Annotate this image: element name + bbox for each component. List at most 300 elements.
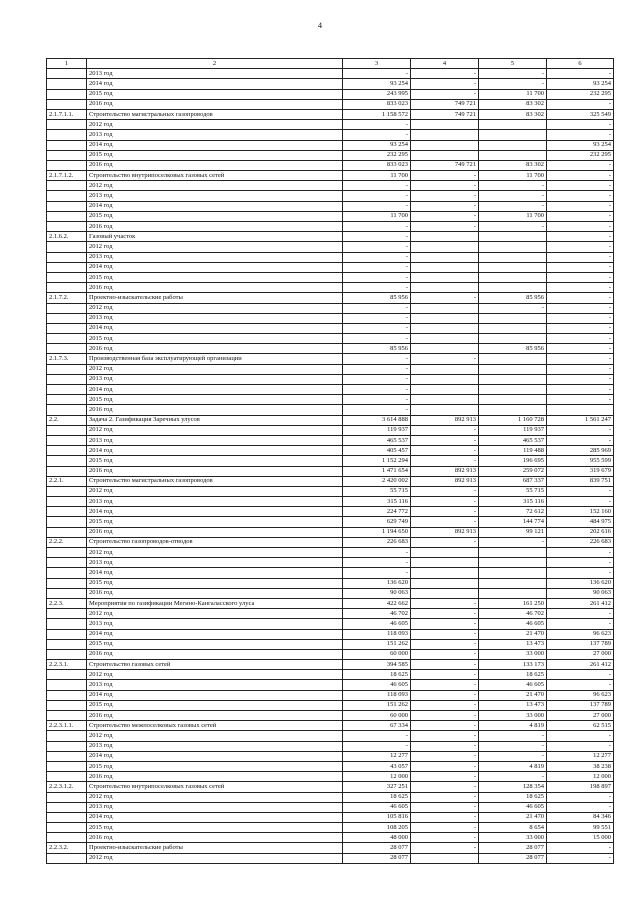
value-col5: 11 700 (479, 171, 547, 181)
row-label: 2014 год (87, 79, 343, 89)
row-number (47, 181, 87, 191)
row-number (47, 833, 87, 843)
row-label: 2016 год (87, 649, 343, 659)
value-col6: 136 620 (547, 578, 614, 588)
value-col3: 105 816 (343, 812, 411, 822)
value-col5: 83 302 (479, 109, 547, 119)
value-col5: 46 605 (479, 802, 547, 812)
value-col5: 128 354 (479, 782, 547, 792)
value-col4 (411, 120, 479, 130)
value-col3: - (343, 283, 411, 293)
value-col3: 119 937 (343, 425, 411, 435)
table-row (47, 344, 614, 354)
header-cell: 1 (47, 59, 87, 69)
value-col6: 232 295 (547, 150, 614, 160)
value-col3: 226 683 (343, 537, 411, 547)
value-col4: 749 721 (411, 99, 479, 109)
value-col3: - (343, 334, 411, 344)
value-col6: 839 751 (547, 476, 614, 486)
value-col6: 27 000 (547, 649, 614, 659)
value-col4: - (411, 761, 479, 771)
value-col4: - (411, 802, 479, 812)
row-number (47, 69, 87, 79)
row-number (47, 792, 87, 802)
value-col5 (479, 313, 547, 323)
value-col4 (411, 323, 479, 333)
value-col4: - (411, 222, 479, 232)
table-row (47, 242, 614, 252)
row-number (47, 89, 87, 99)
row-label: 2012 год (87, 486, 343, 496)
row-label: 2013 год (87, 252, 343, 262)
value-col6: 484 975 (547, 517, 614, 527)
value-col6: 84 346 (547, 812, 614, 822)
value-col3: - (343, 181, 411, 191)
value-col3: - (343, 303, 411, 313)
row-label: 2015 год (87, 578, 343, 588)
value-col5: - (479, 537, 547, 547)
value-col4: - (411, 823, 479, 833)
value-col6: - (547, 497, 614, 507)
row-label: 2013 год (87, 313, 343, 323)
row-label: 2016 год (87, 160, 343, 170)
table-row (47, 609, 614, 619)
value-col6: 319 679 (547, 466, 614, 476)
table-row (47, 171, 614, 181)
table-row (47, 385, 614, 395)
value-col3: 1 152 294 (343, 456, 411, 466)
value-col6: - (547, 548, 614, 558)
value-col5 (479, 588, 547, 598)
value-col5 (479, 334, 547, 344)
table-row (47, 853, 614, 863)
value-col3: 833 023 (343, 99, 411, 109)
value-col4: - (411, 670, 479, 680)
row-label: Строительство внутрипоселковых газовых сетей (87, 171, 343, 181)
value-col4: 749 721 (411, 109, 479, 119)
row-label: Задача 2. Газификация Заречных улусов (87, 415, 343, 425)
table-row (47, 670, 614, 680)
value-col3: 629 749 (343, 517, 411, 527)
value-col4: - (411, 79, 479, 89)
table-row (47, 303, 614, 313)
value-col5: 13 473 (479, 639, 547, 649)
row-number (47, 812, 87, 822)
table-row (47, 598, 614, 608)
row-label: 2014 год (87, 140, 343, 150)
value-col3: - (343, 69, 411, 79)
table-row (47, 120, 614, 130)
value-col4 (411, 262, 479, 272)
value-col6: - (547, 741, 614, 751)
value-col3: 136 620 (343, 578, 411, 588)
value-col6: - (547, 792, 614, 802)
value-col3: - (343, 558, 411, 568)
value-col4: - (411, 843, 479, 853)
value-col4: - (411, 425, 479, 435)
header-cell: 4 (411, 59, 479, 69)
value-col4 (411, 232, 479, 242)
row-label: 2015 год (87, 700, 343, 710)
value-col6: 93 254 (547, 140, 614, 150)
row-number (47, 272, 87, 282)
row-number: 2.1.7.3. (47, 354, 87, 364)
value-col6: - (547, 568, 614, 578)
value-col6: - (547, 283, 614, 293)
value-col6: - (547, 435, 614, 445)
value-col6: - (547, 323, 614, 333)
value-col5: 83 302 (479, 160, 547, 170)
value-col3: - (343, 262, 411, 272)
table-row (47, 293, 614, 303)
value-col6: - (547, 222, 614, 232)
value-col3: 1 194 650 (343, 527, 411, 537)
value-col3: 327 251 (343, 782, 411, 792)
value-col3: 232 295 (343, 150, 411, 160)
value-col4: 892 913 (411, 415, 479, 425)
value-col6: 232 295 (547, 89, 614, 99)
value-col6: - (547, 395, 614, 405)
table-row (47, 690, 614, 700)
table-row (47, 497, 614, 507)
table-row (47, 150, 614, 160)
value-col4 (411, 313, 479, 323)
value-col4: - (411, 191, 479, 201)
value-col5: 21 470 (479, 812, 547, 822)
value-col3: 90 063 (343, 588, 411, 598)
value-col5: - (479, 772, 547, 782)
table-row (47, 446, 614, 456)
row-number (47, 802, 87, 812)
value-col4: - (411, 660, 479, 670)
value-col4: - (411, 680, 479, 690)
table-row (47, 283, 614, 293)
table-row (47, 374, 614, 384)
value-col3: 3 614 888 (343, 415, 411, 425)
row-label: 2012 год (87, 425, 343, 435)
row-number: 2.2.3.2. (47, 843, 87, 853)
header-cell: 3 (343, 59, 411, 69)
value-col4: - (411, 833, 479, 843)
row-label: 2015 год (87, 639, 343, 649)
value-col3: 151 262 (343, 639, 411, 649)
table-row (47, 435, 614, 445)
value-col4 (411, 558, 479, 568)
table-row (47, 456, 614, 466)
value-col6: - (547, 802, 614, 812)
row-number (47, 649, 87, 659)
value-col4 (411, 588, 479, 598)
row-number (47, 385, 87, 395)
page-number: 4 (318, 21, 322, 30)
table-row (47, 354, 614, 364)
row-label: 2016 год (87, 99, 343, 109)
row-number (47, 262, 87, 272)
value-col6: - (547, 160, 614, 170)
value-col4 (411, 334, 479, 344)
row-number (47, 140, 87, 150)
value-col3: - (343, 374, 411, 384)
value-col3: 93 254 (343, 140, 411, 150)
table-row (47, 823, 614, 833)
table-row (47, 79, 614, 89)
row-label: 2014 год (87, 568, 343, 578)
value-col5 (479, 568, 547, 578)
table-row (47, 721, 614, 731)
row-label: 2013 год (87, 558, 343, 568)
table-row (47, 548, 614, 558)
row-number (47, 374, 87, 384)
value-col6: 285 969 (547, 446, 614, 456)
row-number (47, 425, 87, 435)
value-col6: 12 000 (547, 772, 614, 782)
value-col6: 137 789 (547, 639, 614, 649)
table-row (47, 812, 614, 822)
value-col3: 118 093 (343, 629, 411, 639)
value-col6: - (547, 242, 614, 252)
value-col4: 892 913 (411, 466, 479, 476)
row-number (47, 700, 87, 710)
row-label: 2014 год (87, 751, 343, 761)
row-label: Строительство газовых сетей (87, 660, 343, 670)
value-col3: 394 585 (343, 660, 411, 670)
value-col5: 33 000 (479, 833, 547, 843)
value-col5: 21 470 (479, 629, 547, 639)
value-col4: - (411, 507, 479, 517)
row-label: 2016 год (87, 772, 343, 782)
table-row (47, 415, 614, 425)
value-col3: 243 995 (343, 89, 411, 99)
budget-table (46, 58, 614, 864)
value-col6: - (547, 120, 614, 130)
value-col3: - (343, 405, 411, 415)
row-number: 2.2.3.1.1. (47, 721, 87, 731)
value-col5 (479, 354, 547, 364)
value-col4: - (411, 609, 479, 619)
value-col6: - (547, 130, 614, 140)
value-col4: - (411, 731, 479, 741)
row-number (47, 160, 87, 170)
row-number: 2.2.3.1. (47, 660, 87, 670)
value-col6: - (547, 486, 614, 496)
table-row (47, 741, 614, 751)
row-number (47, 191, 87, 201)
value-col4: - (411, 772, 479, 782)
value-col6: 38 238 (547, 761, 614, 771)
table-row (47, 364, 614, 374)
value-col4: - (411, 792, 479, 802)
value-col6: 27 000 (547, 711, 614, 721)
value-col6: 261 412 (547, 598, 614, 608)
row-number (47, 242, 87, 252)
table-row (47, 792, 614, 802)
value-col3: 46 702 (343, 609, 411, 619)
table-row (47, 334, 614, 344)
value-col6: 93 254 (547, 79, 614, 89)
row-label: Мероприятия по газификации Мегино-Кангаласского улуса (87, 598, 343, 608)
table-row (47, 252, 614, 262)
table-row (47, 731, 614, 741)
value-col3: 18 625 (343, 670, 411, 680)
value-col5: 133 173 (479, 660, 547, 670)
value-col6: 152 160 (547, 507, 614, 517)
row-number (47, 120, 87, 130)
value-col5: 28 077 (479, 853, 547, 863)
row-label: 2014 год (87, 812, 343, 822)
row-label: 2013 год (87, 435, 343, 445)
row-number (47, 486, 87, 496)
row-number: 2.2.1. (47, 476, 87, 486)
value-col3: - (343, 395, 411, 405)
row-label: 2012 год (87, 853, 343, 863)
value-col5 (479, 283, 547, 293)
table-row (47, 568, 614, 578)
row-number (47, 517, 87, 527)
value-col5: 13 473 (479, 700, 547, 710)
row-number (47, 558, 87, 568)
value-col4 (411, 283, 479, 293)
row-number (47, 456, 87, 466)
row-number (47, 446, 87, 456)
row-label: 2015 год (87, 456, 343, 466)
value-col3: - (343, 731, 411, 741)
value-col6: - (547, 313, 614, 323)
value-col5: 18 625 (479, 792, 547, 802)
table-row (47, 711, 614, 721)
row-label: 2012 год (87, 242, 343, 252)
value-col5: 85 956 (479, 293, 547, 303)
value-col6: - (547, 425, 614, 435)
value-col3: - (343, 201, 411, 211)
value-col3: - (343, 385, 411, 395)
value-col4 (411, 578, 479, 588)
value-col4: - (411, 721, 479, 731)
value-col6: - (547, 262, 614, 272)
row-number (47, 466, 87, 476)
row-label: 2016 год (87, 466, 343, 476)
value-col5: 33 000 (479, 649, 547, 659)
value-col5: - (479, 731, 547, 741)
row-number (47, 222, 87, 232)
value-col5: 46 605 (479, 680, 547, 690)
value-col4: 749 721 (411, 160, 479, 170)
value-col6: - (547, 558, 614, 568)
value-col5 (479, 374, 547, 384)
row-number (47, 772, 87, 782)
row-number (47, 344, 87, 354)
value-col4: - (411, 782, 479, 792)
row-label: 2015 год (87, 211, 343, 221)
value-col3: 1 158 572 (343, 109, 411, 119)
value-col5: - (479, 303, 547, 313)
row-label: 2015 год (87, 89, 343, 99)
value-col5: - (479, 191, 547, 201)
value-col3: 405 457 (343, 446, 411, 456)
value-col4: - (411, 639, 479, 649)
row-label: 2013 год (87, 802, 343, 812)
value-col5: 315 116 (479, 497, 547, 507)
row-number (47, 435, 87, 445)
row-label: 2014 год (87, 385, 343, 395)
value-col5: - (479, 181, 547, 191)
row-label: 2016 год (87, 344, 343, 354)
row-number (47, 670, 87, 680)
value-col6: - (547, 181, 614, 191)
table-row (47, 680, 614, 690)
value-col4: - (411, 619, 479, 629)
value-col5: 119 937 (479, 425, 547, 435)
row-number (47, 761, 87, 771)
table-row (47, 313, 614, 323)
value-col6: 90 063 (547, 588, 614, 598)
table-row (47, 578, 614, 588)
value-col4 (411, 385, 479, 395)
value-col5 (479, 232, 547, 242)
value-col6: - (547, 171, 614, 181)
row-label: 2013 год (87, 497, 343, 507)
row-number (47, 507, 87, 517)
value-col4: - (411, 89, 479, 99)
value-col6: - (547, 303, 614, 313)
row-label: 2015 год (87, 150, 343, 160)
row-label: 2013 год (87, 680, 343, 690)
value-col5 (479, 242, 547, 252)
row-number: 2.2. (47, 415, 87, 425)
value-col5: 687 337 (479, 476, 547, 486)
value-col3: 48 000 (343, 833, 411, 843)
value-col3: 11 700 (343, 171, 411, 181)
row-label: Строительство внутрипоселковых газовых сетей (87, 782, 343, 792)
header-cell: 5 (479, 59, 547, 69)
row-number (47, 823, 87, 833)
row-label: Проектно-изыскательские работы (87, 293, 343, 303)
value-col3: 85 956 (343, 344, 411, 354)
value-col3: - (343, 191, 411, 201)
row-label: 2016 год (87, 588, 343, 598)
row-number (47, 323, 87, 333)
value-col5: 144 774 (479, 517, 547, 527)
value-col4: - (411, 690, 479, 700)
value-col4 (411, 252, 479, 262)
value-col6: - (547, 232, 614, 242)
value-col6: 99 551 (547, 823, 614, 833)
value-col3: 60 000 (343, 711, 411, 721)
row-label: 2013 год (87, 191, 343, 201)
value-col5 (479, 578, 547, 588)
row-number (47, 731, 87, 741)
value-col5: 21 470 (479, 690, 547, 700)
table-row (47, 425, 614, 435)
row-label: 2014 год (87, 629, 343, 639)
row-number (47, 130, 87, 140)
value-col5 (479, 364, 547, 374)
value-col4 (411, 344, 479, 354)
value-col5: 1 160 728 (479, 415, 547, 425)
value-col4: - (411, 435, 479, 445)
value-col4: - (411, 517, 479, 527)
row-number (47, 588, 87, 598)
value-col3: 85 956 (343, 293, 411, 303)
row-number: 2.1.7.1.1. (47, 109, 87, 119)
table-row (47, 527, 614, 537)
value-col6: - (547, 252, 614, 262)
value-col5: - (479, 741, 547, 751)
value-col4 (411, 405, 479, 415)
row-label: 2012 год (87, 548, 343, 558)
row-number: 2.1.7.1.2. (47, 171, 87, 181)
table-row (47, 466, 614, 476)
row-number (47, 283, 87, 293)
